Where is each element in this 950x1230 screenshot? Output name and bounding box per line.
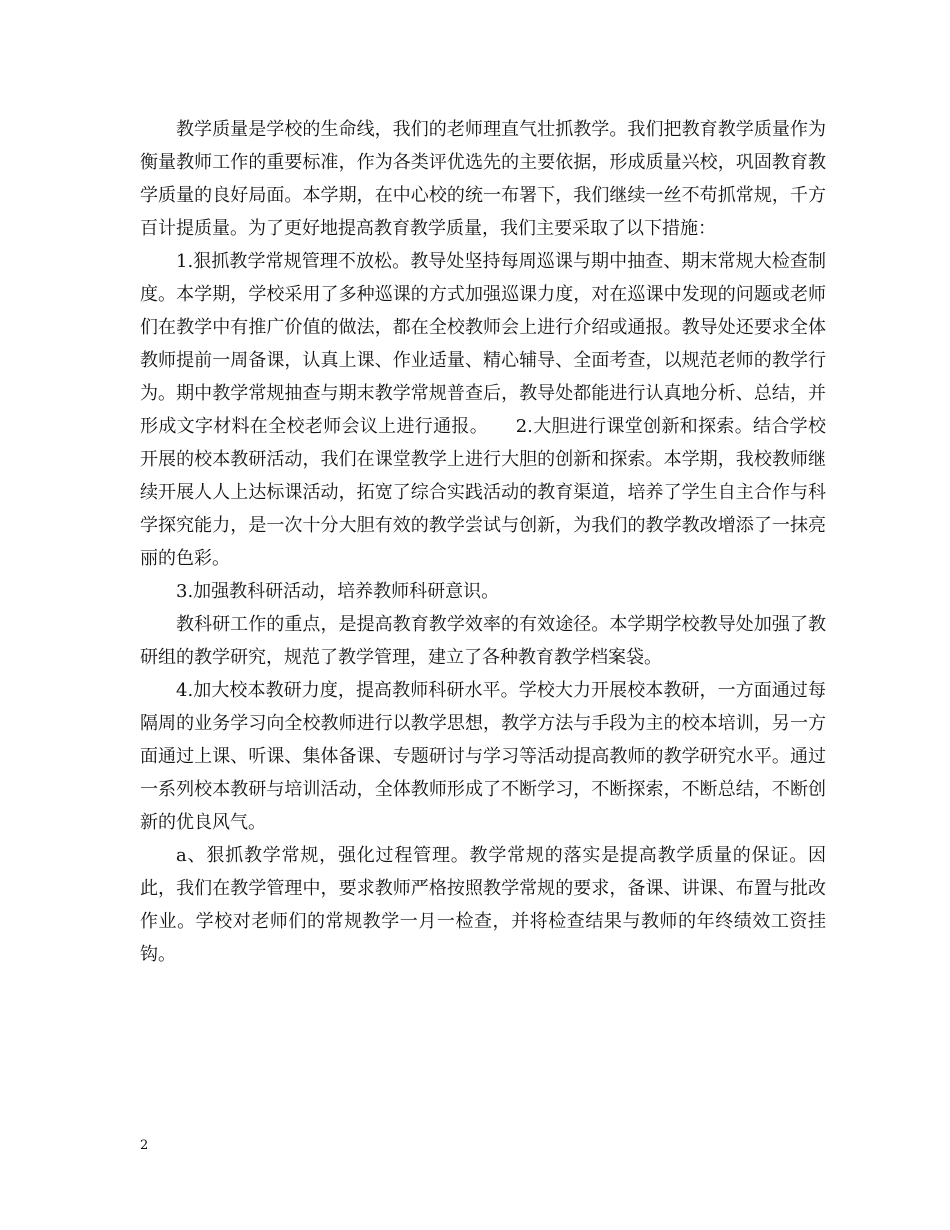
document-body	[140, 113, 826, 971]
paragraph-research: 教科研工作的重点，是提高教育教学效率的有效途径。本学期学校教导处加强了教研组的教学研究，规范了教学管理，建立了各种教育教学档案袋。	[140, 614, 826, 668]
paragraph-intro: 教学质量是学校的生命线，我们的老师理直气壮抓教学。我们把教育教学质量作为衡量教师工作的重要标准，作为各类评优选先的主要依据，形成质量兴校，巩固教育教学质量的良好局面。本学期，在中心校的统一布署下，我们继续一丝不苟抓常规，千方百计提质量。为了更好地提高教育教学质量，我们主要采取了以下措施：	[140, 119, 826, 239]
paragraph-school-based-research: 4.加大校本教研力度，提高教师科研水平。学校大力开展校本教研，一方面通过每隔周的业务学习向全校教师进行以教学思想，教学方法与手段为主的校本培训，另一方面通过上课、听课、集体备课、专题研讨与学习等活动提高教师的教学研究水平。通过一系列校本教研与培训活动，全体教师形成了不断学习，不断探索，不断总结，不断创新的优良风气。	[140, 680, 826, 833]
paragraph-teaching-routine: 1.狠抓教学常规管理不放松。教导处坚持每周巡课与期中抽查、期末常规大检查制度。本学期，学校采用了多种巡课的方式加强巡课力度，对在巡课中发现的问题或老师们在教学中有推广价值的做法，都在全校教师会上进行介绍或通报。教导处还要求全体教师提前一周备课，认真上课、作业适量、精心辅导、全面考查，以规范老师的教学行为。期中教学常规抽查与期末教学常规普查后，教导处都能进行认真地分析、总结，并形成文字材料在全校老师会议上进行通报。 2.大胆进行课堂创新和探索。结合学校开展的校本教研活动，我们在课堂教学上进行大胆的创新和探索。本学期，我校教师继续开展人人上达标课活动，拓宽了综合实践活动的教育渠道，培养了学生自主合作与科学探究能力，是一次十分大胆有效的教学尝试与创新，为我们的教学教改增添了一抹亮丽的色彩。	[140, 251, 826, 569]
paragraph-process-management: a、狠抓教学常规，强化过程管理。教学常规的落实是提高教学质量的保证。因此，我们在教学管理中，要求教师严格按照教学常规的要求，备课、讲课、布置与批改作业。学校对老师们的常规教学一月一检查，并将检查结果与教师的年终绩效工资挂钩。	[140, 845, 826, 965]
paragraph-research-heading: 3.加强教科研活动，培养教师科研意识。	[176, 581, 500, 602]
page-number: 2	[140, 1138, 149, 1153]
